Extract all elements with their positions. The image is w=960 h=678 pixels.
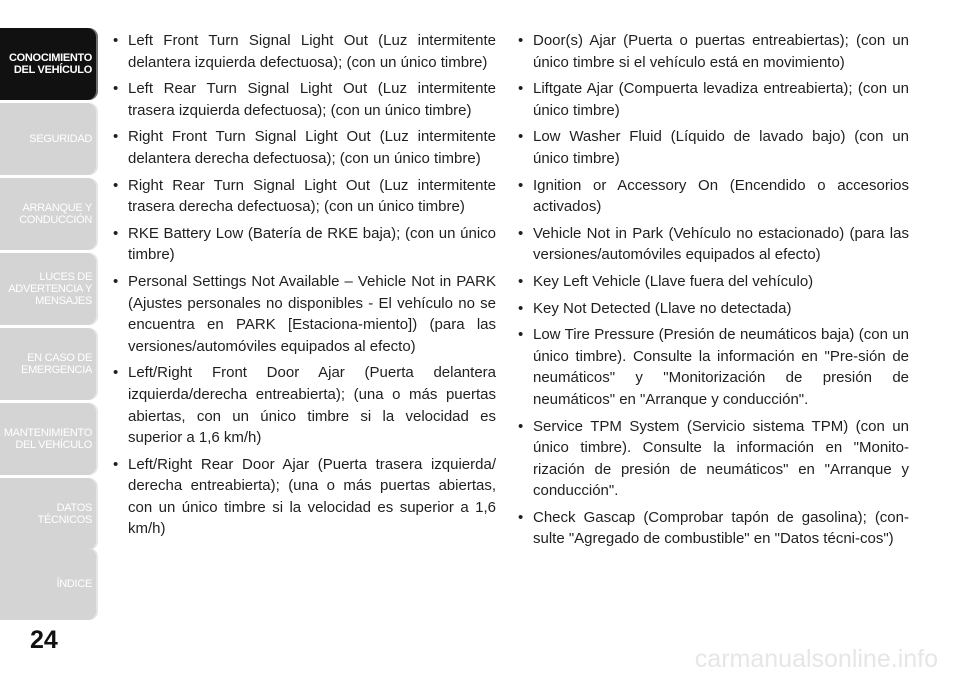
left-bullet-list xyxy=(112,30,496,540)
tab-label: MANTENIMIENTO DEL VEHÍCULO xyxy=(3,427,92,451)
list-item: • Key Not Detected (Llave no detectada) xyxy=(517,298,909,320)
watermark: carmanualsonline.info xyxy=(694,645,938,673)
list-item: • Check Gascap (Comprobar tapón de gasolina); (con-sulte "Agregado de combustible" en "Datos técni-cos") xyxy=(517,507,909,550)
tab-label: LUCES DE ADVERTENCIA Y MENSAJES xyxy=(8,271,92,307)
list-item: • Service TPM System (Servicio sistema TPM) (con un único timbre). Consulte la información en "Monito-rización de presión de neumáticos" en "Arranque y conducción". xyxy=(517,416,909,502)
list-item: • Low Tire Pressure (Presión de neumáticos baja) (con un único timbre). Consulte la información en "Pre-sión de neumáticos" y "Monitorización de presión de neumáticos" en "Arranque y conducción". xyxy=(517,324,909,410)
list-item: • Left/Right Front Door Ajar (Puerta delantera izquierda/derecha entreabierta); (una o más puertas abiertas, con un único timbre si la velocidad es superior a 1,6 km/h) xyxy=(112,362,496,448)
tab-label: SEGURIDAD xyxy=(29,133,92,145)
tab-en-caso-de-emergencia[interactable] xyxy=(0,328,98,400)
list-item: • RKE Battery Low (Batería de RKE baja); (con un único timbre) xyxy=(112,223,496,266)
list-item: • Right Front Turn Signal Light Out (Luz intermitente delantera derecha defectuosa); (con un único timbre) xyxy=(112,126,496,169)
tab-arranque-y-conduccion[interactable] xyxy=(0,178,98,250)
list-item: • Door(s) Ajar (Puerta o puertas entreabiertas); (con un único timbre si el vehículo está en movimiento) xyxy=(517,30,909,73)
tab-seguridad[interactable] xyxy=(0,103,98,175)
list-item: • Left Rear Turn Signal Light Out (Luz intermitente trasera izquierda defectuosa); (con un único timbre) xyxy=(112,78,496,121)
tab-indice[interactable] xyxy=(0,548,98,620)
tab-label: ARRANQUE Y CONDUCCIÓN xyxy=(19,202,92,226)
list-item: • Key Left Vehicle (Llave fuera del vehículo) xyxy=(517,271,909,293)
left-column xyxy=(112,30,496,545)
right-bullet-list xyxy=(517,30,909,550)
list-item: • Low Washer Fluid (Líquido de lavado bajo) (con un único timbre) xyxy=(517,126,909,169)
right-column xyxy=(517,30,909,555)
list-item: • Liftgate Ajar (Compuerta levadiza entreabierta); (con un único timbre) xyxy=(517,78,909,121)
list-item: • Ignition or Accessory On (Encendido o accesorios activados) xyxy=(517,175,909,218)
tab-conocimiento-del-vehiculo[interactable] xyxy=(0,28,98,100)
list-item: • Left Front Turn Signal Light Out (Luz intermitente delantera izquierda defectuosa); (con un único timbre) xyxy=(112,30,496,73)
list-item: • Personal Settings Not Available – Vehicle Not in PARK (Ajustes personales no disponibles - El vehículo no se encuentra en PARK [Estaciona-miento]) (para las versiones/automóviles equipados al efecto) xyxy=(112,271,496,357)
page-number: 24 xyxy=(30,626,58,654)
tab-luces-de-advertencia[interactable] xyxy=(0,253,98,325)
tab-mantenimiento[interactable] xyxy=(0,403,98,475)
list-item: • Vehicle Not in Park (Vehículo no estacionado) (para las versiones/automóviles equipados al efecto) xyxy=(517,223,909,266)
tab-datos-tecnicos[interactable] xyxy=(0,478,98,550)
tab-label: DATOS TÉCNICOS xyxy=(37,502,92,526)
tab-label: CONOCIMIENTO DEL VEHÍCULO xyxy=(9,52,92,76)
tab-label: EN CASO DE EMERGENCIA xyxy=(21,352,92,376)
list-item: • Right Rear Turn Signal Light Out (Luz intermitente trasera derecha defectuosa); (con un único timbre) xyxy=(112,175,496,218)
tab-label: ÍNDICE xyxy=(56,578,92,590)
list-item: • Left/Right Rear Door Ajar (Puerta trasera izquierda/ derecha entreabierta); (una o más puertas abiertas, con un único timbre si la velocidad es superior a 1,6 km/h) xyxy=(112,454,496,540)
